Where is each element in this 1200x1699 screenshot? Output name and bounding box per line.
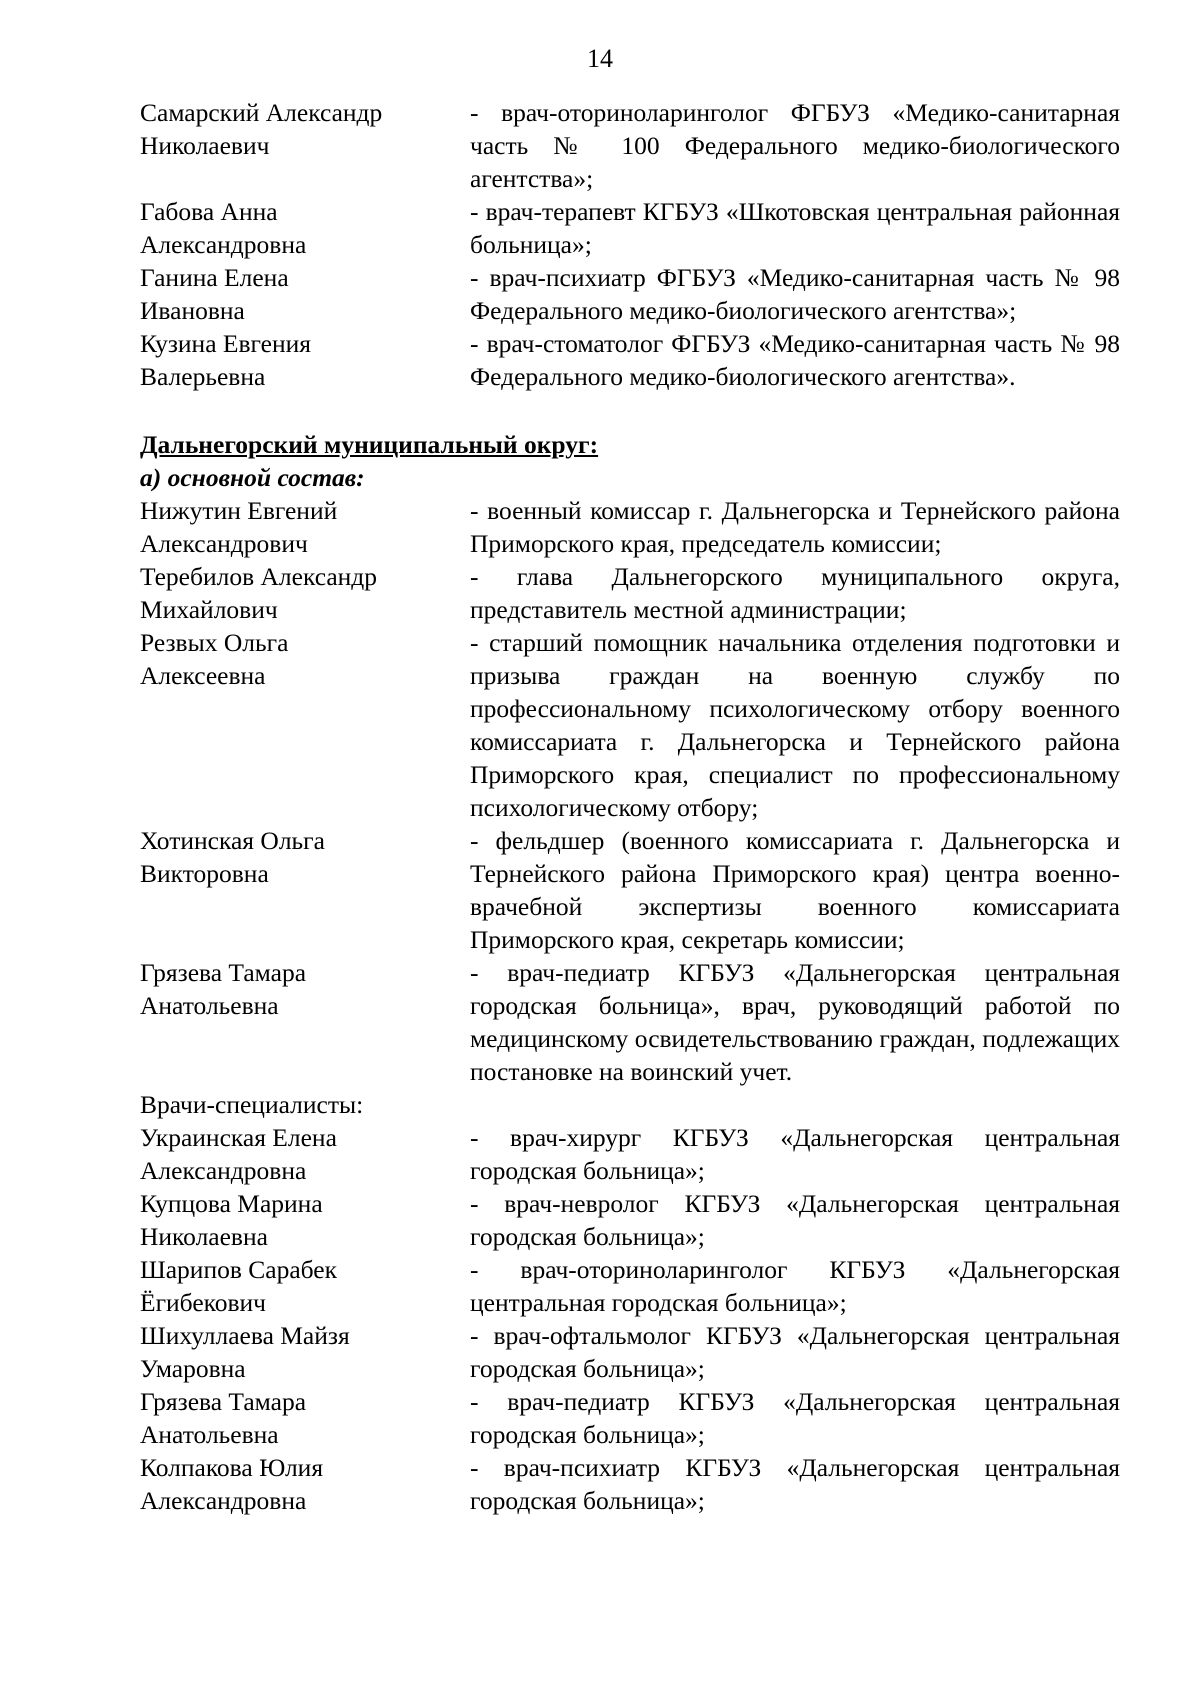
person-position: - врач-невролог КГБУЗ «Дальнегорская центральная городская больница»; <box>470 1189 1120 1251</box>
list-item <box>140 327 1120 393</box>
document-body <box>140 96 1120 1517</box>
person-position: - старший помощник начальника отделения подготовки и призыва граждан на военную службу по профессиональному психологическому отбору военного комиссариата г. Дальнегорска и Тернейского района Приморского края, специалист по профессиональному психологическому отбору; <box>470 628 1120 822</box>
person-name: Грязева Тамара Анатольевна <box>140 1387 307 1449</box>
specialists-label: Врачи-специалисты: <box>140 1090 364 1119</box>
person-position: - глава Дальнегорского муниципального округа, представитель местной администрации; <box>470 562 1120 624</box>
person-position: - врач-оториноларинголог ФГБУЗ «Медико-санитарная часть № 100 Федерального медико-биологического агентства»; <box>470 98 1120 193</box>
person-position: - врач-педиатр КГБУЗ «Дальнегорская центральная городская больница», врач, руководящий работой по медицинскому освидетельствованию граждан, подлежащих постановке на воинский учет. <box>470 958 1120 1086</box>
person-name: Резвых Ольга Алексеевна <box>140 628 289 690</box>
person-position: - фельдшер (военного комиссариата г. Дальнегорска и Тернейского района Приморского края) центра военно-врачебной экспертизы военного комиссариата Приморского края, секретарь комиссии; <box>470 826 1120 954</box>
person-position: - врач-оториноларинголог КГБУЗ «Дальнегорская центральная городская больница»; <box>470 1255 1120 1317</box>
person-name: Хотинская Ольга Викторовна <box>140 826 325 888</box>
main-entries-list <box>140 494 1120 1088</box>
person-name: Шихуллаева Майзя Умаровна <box>140 1321 350 1383</box>
page-number: 14 <box>587 44 613 73</box>
list-item <box>140 956 1120 1088</box>
person-position: - врач-психиатр КГБУЗ «Дальнегорская центральная городская больница»; <box>470 1453 1120 1515</box>
top-entries-list <box>140 96 1120 393</box>
section-subheading: а) основной состав: <box>140 463 365 492</box>
person-position: - врач-педиатр КГБУЗ «Дальнегорская центральная городская больница»; <box>470 1387 1120 1449</box>
person-position: - врач-хирург КГБУЗ «Дальнегорская центральная городская больница»; <box>470 1123 1120 1185</box>
person-name: Купцова Марина Николаевна <box>140 1189 323 1251</box>
list-item <box>140 1451 1120 1517</box>
person-name: Грязева Тамара Анатольевна <box>140 958 307 1020</box>
list-item <box>140 1187 1120 1253</box>
person-name: Самарский Александр Николаевич <box>140 98 383 160</box>
list-item <box>140 195 1120 261</box>
list-item <box>140 96 1120 195</box>
specialists-list <box>140 1121 1120 1517</box>
person-name: Колпакова Юлия Александровна <box>140 1453 324 1515</box>
list-item <box>140 1319 1120 1385</box>
person-position: - врач-терапевт КГБУЗ «Шкотовская центральная районная больница»; <box>470 197 1120 259</box>
list-item <box>140 494 1120 560</box>
person-name: Ганина Елена Ивановна <box>140 263 289 325</box>
person-position: - врач-психиатр ФГБУЗ «Медико-санитарная часть № 98 Федерального медико-биологического агентства»; <box>470 263 1120 325</box>
list-item <box>140 824 1120 956</box>
person-position: - врач-офтальмолог КГБУЗ «Дальнегорская центральная городская больница»; <box>470 1321 1120 1383</box>
section-spacer <box>140 393 1120 428</box>
list-item <box>140 261 1120 327</box>
person-name: Теребилов Александр Михайлович <box>140 562 378 624</box>
person-name: Нижутин Евгений Александрович <box>140 496 338 558</box>
list-item <box>140 1385 1120 1451</box>
list-item <box>140 560 1120 626</box>
section-heading: Дальнегорский муниципальный округ: <box>140 430 599 459</box>
list-item <box>140 1253 1120 1319</box>
person-name: Кузина Евгения Валерьевна <box>140 329 311 391</box>
person-name: Украинская Елена Александровна <box>140 1123 337 1185</box>
person-position: - военный комиссар г. Дальнегорска и Тернейского района Приморского края, председатель комиссии; <box>470 496 1120 558</box>
person-name: Шарипов Сарабек Ёгибекович <box>140 1255 337 1317</box>
person-name: Габова Анна Александровна <box>140 197 307 259</box>
list-item <box>140 1121 1120 1187</box>
person-position: - врач-стоматолог ФГБУЗ «Медико-санитарная часть № 98 Федерального медико-биологического агентства». <box>470 329 1120 391</box>
list-item <box>140 626 1120 824</box>
